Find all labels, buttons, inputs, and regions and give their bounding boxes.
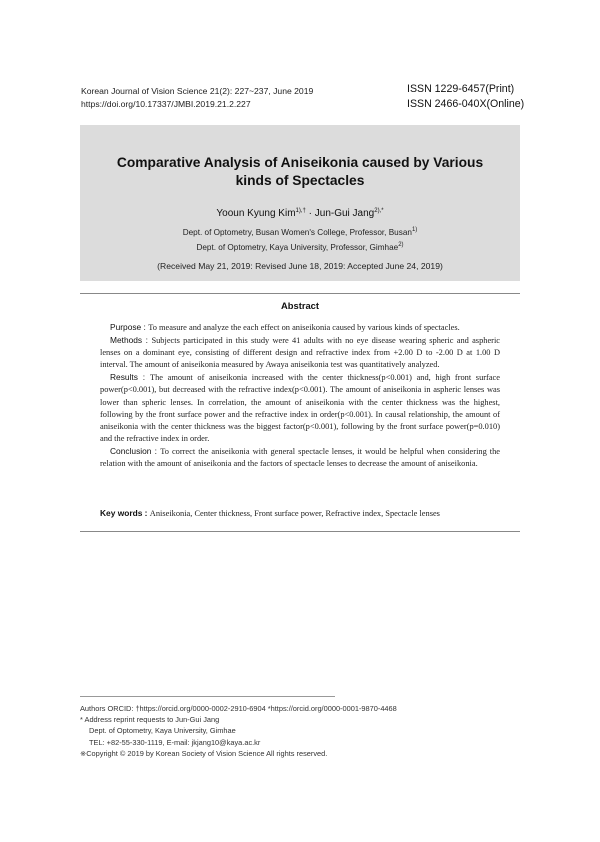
affiliation-1: [80, 224, 520, 239]
doi-link[interactable]: https://doi.org/10.17337/JMBI.2019.21.2.227: [81, 99, 251, 109]
contact-line: TEL: +82-55-330-1119, E-mail: jkjang10@kaya.ac.kr: [89, 737, 261, 747]
footnote-divider: [80, 696, 335, 697]
orcid-line[interactable]: Authors ORCID: †https://orcid.org/0000-0002-2910-6904 *https://orcid.org/0000-0001-9870-4468: [80, 704, 397, 713]
conclusion-label: Conclusion :: [110, 445, 161, 456]
abstract-heading: Abstract: [280, 300, 320, 311]
divider-top: [80, 293, 520, 294]
reprint-line: * Address reprint requests to Jun-Gui Jang: [80, 715, 220, 725]
affiliation-2-marker: 2): [398, 242, 404, 248]
issn-block: [407, 82, 524, 111]
footnotes: [80, 703, 397, 759]
reprint-dept: Dept. of Optometry, Kaya University, Gimhae: [89, 726, 236, 736]
abstract-body: [100, 321, 500, 470]
abstract-conclusion: [100, 445, 500, 470]
paper-title: [80, 154, 520, 190]
purpose-label: Purpose :: [110, 322, 149, 332]
received-dates: (Received May 21, 2019: Revised June 18, 2019: Accepted June 24, 2019): [157, 261, 443, 271]
keywords-label: Key words :: [100, 508, 150, 518]
abstract-results: [100, 371, 500, 445]
author-2-marker: 2),*: [374, 208, 384, 214]
title-line-1: Comparative Analysis of Aniseikonia caused by Various: [116, 155, 484, 170]
purpose-text: To measure and analyze the each effect on aniseikonia caused by various kinds of spectacles.: [148, 323, 460, 332]
affiliation-2: [80, 239, 520, 254]
issn-online: ISSN 2466-040X(Online): [407, 97, 525, 110]
author-1-marker: 1),†: [295, 208, 306, 214]
issn-print: ISSN 1229-6457(Print): [407, 83, 515, 95]
keywords: [100, 508, 500, 518]
methods-text: Subjects participated in this study were 41 adults with no eye disease wearing spheric and aspheric lenses on a dominant eye, consisting of different design and refractive index from +2.00 D to -2.00 D at 1.00 D interval. The amount of aniseikonia measured by Awaya aniseikonia test was quantitatively analyzed.: [100, 336, 500, 370]
abstract-methods: [100, 334, 500, 371]
results-text: The amount of aniseikonia increased with the center thickness(p<0.001) and, high front surface power(p<0.001), but decreased with the refractive index(p<0.001). The amount of aniseikonia in aspheric lenses was lower than spheric lenses. In correlation, the amount of aniseikonia with the center thickness was the highest, following by the front surface power and the refractive index in order(p<0.001). In causal relationship, the amount of aniseikonia with the center thickness was the biggest factor(p<0.001), following by the front surface power(p=0.010) and the refractive index in order.: [100, 373, 500, 443]
affiliation-1-marker: 1): [411, 227, 418, 233]
title-box: [80, 125, 520, 281]
journal-header: [81, 85, 313, 111]
methods-label: Methods :: [110, 335, 152, 346]
author-list: [80, 205, 520, 220]
keywords-value: Aniseikonia, Center thickness, Front surface power, Refractive index, Spectacle lenses: [149, 509, 440, 518]
author-separator: ·: [305, 208, 315, 219]
results-label: Results :: [110, 372, 150, 383]
conclusion-text: To correct the aniseikonia with general spectacle lenses, it would be helpful when considering the relation with the amount of aniseikonia and the factors of spectacle lenses to decrease the amount of aniseikonia.: [100, 446, 500, 469]
copyright-line: ※Copyright © 2019 by Korean Society of Vision Science All rights reserved.: [80, 748, 328, 758]
affiliation-2-text: Dept. of Optometry, Kaya University, Professor, Gimhae: [196, 243, 399, 252]
journal-citation: Korean Journal of Vision Science 21(2): 227~237, June 2019: [81, 86, 314, 96]
divider-bottom: [80, 531, 520, 532]
affiliation-1-text: Dept. of Optometry, Busan Women's College, Professor, Busan: [182, 228, 412, 237]
author-2: Jun-Gui Jang: [314, 208, 375, 219]
title-line-2: kinds of Spectacles: [235, 173, 365, 188]
abstract-purpose: [100, 321, 500, 334]
author-1: Yooun Kyung Kim: [216, 208, 296, 219]
